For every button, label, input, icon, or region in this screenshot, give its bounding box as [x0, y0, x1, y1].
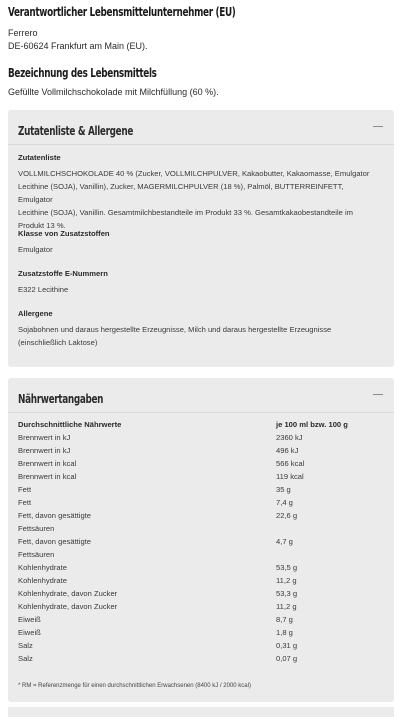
operator-address: DE-60624 Frankfurt am Main (EU).	[8, 41, 148, 51]
nutrient-name: Kohlenhydrate, davon Zucker	[18, 589, 118, 598]
table-row	[18, 626, 348, 639]
table-row	[18, 613, 348, 626]
table-row	[18, 548, 348, 561]
section-label: Zusatzstoffe E-Nummern	[18, 269, 108, 278]
section-label: Zutatenliste	[18, 153, 61, 162]
table-row	[18, 574, 348, 587]
nutrient-value: 2360 kJ	[276, 433, 303, 442]
nutrient-value: 0,07 g	[276, 654, 298, 663]
nutrition-card	[8, 378, 394, 702]
next-card	[8, 707, 394, 717]
nutrient-value	[276, 522, 348, 535]
nutrient-name: Fett	[18, 498, 32, 507]
nutrient-name: Fett, davon gesättigte	[18, 511, 92, 520]
table-row	[18, 652, 348, 665]
table-row	[18, 600, 348, 613]
nutrient-name: Brennwert in kcal	[18, 459, 77, 468]
table-row	[18, 431, 348, 444]
nutrient-name: Brennwert in kcal	[18, 472, 77, 481]
nutrient-name: Fett	[18, 485, 32, 494]
nutrition-card-title: Nährwertangaben	[18, 392, 104, 406]
nutrition-table	[18, 418, 348, 665]
ingredients-card	[8, 110, 394, 367]
table-row	[18, 444, 348, 457]
e-numbers-text: E322 Lecithine	[18, 285, 69, 294]
ingredients-card-title: Zutatenliste & Allergene	[18, 124, 134, 138]
nutrient-name: Fett, davon gesättigte	[18, 537, 92, 546]
designation-text: Gefüllte Vollmilchschokolade mit Milchfüllung (60 %).	[8, 87, 219, 97]
nutrient-name: Eiweiß	[18, 628, 41, 637]
nutrient-name: Kohlenhydrate	[18, 563, 67, 572]
section-label: Allergene	[18, 309, 53, 318]
nutrient-name: Kohlenhydrate	[18, 576, 67, 585]
nutrient-value: 11,2 g	[276, 576, 297, 585]
operator-title: Verantwortlicher Lebensmittelunternehmer (EU)	[8, 5, 236, 19]
table-row	[18, 639, 348, 652]
section-label: Klasse von Zusatzstoffen	[18, 229, 110, 238]
nutrient-value: 53,3 g	[276, 589, 298, 598]
designation-title: Bezeichnung des Lebensmittels	[8, 66, 157, 80]
table-row	[18, 522, 348, 535]
divider	[8, 412, 394, 413]
footnote: * RM = Referenzmenge für einen durchschnittlichen Erwachsenen (8400 kJ / 2000 kcal)	[18, 683, 251, 689]
nutrient-value: 1,8 g	[276, 628, 293, 637]
nutrient-name: Kohlenhydrate, davon Zucker	[18, 602, 118, 611]
nutrient-value: 35 g	[276, 485, 291, 494]
nutrient-name: Brennwert in kJ	[18, 446, 71, 455]
table-row	[18, 535, 348, 548]
table-row	[18, 496, 348, 509]
table-row	[18, 483, 348, 496]
nutrient-value: 8,7 g	[276, 615, 293, 624]
nutrient-name: Salz	[18, 654, 33, 663]
allergens-text: Sojabohnen und daraus hergestellte Erzeugnisse, Milch und daraus hergestellte Erzeugnisse (einschließlich Laktose)	[18, 325, 332, 347]
nutrient-value: 496 kJ	[276, 446, 299, 455]
minus-icon[interactable]	[372, 120, 384, 132]
nutrient-name: Eiweiß	[18, 615, 41, 624]
operator-name: Ferrero	[8, 28, 38, 38]
table-row	[18, 587, 348, 600]
ingredients-text: VOLLMILCHSCHOKOLADE 40 % (Zucker, VOLLMILCHPULVER, Kakaobutter, Kakaomasse, Emulgator Lecithine (SOJA), Vanillin), Zucker, MAGERMILCHPULVER (18 %), Palmöl, BUTTERREINFETT, Emulgator Lecithine (SOJA), Vanillin. Gesamtmilchbestandteile im Produkt 33 %. Gesamtkakaobestandteile im Produkt 13 %.	[18, 169, 370, 230]
nutrient-name: Brennwert in kJ	[18, 433, 71, 442]
nutrient-value: 7,4 g	[276, 498, 293, 507]
table-header-row	[18, 418, 348, 431]
table-row	[18, 509, 348, 522]
nutrient-value: 566 kcal	[276, 459, 305, 468]
table-row	[18, 470, 348, 483]
divider	[8, 144, 394, 145]
nutrient-name: Fettsäuren	[18, 550, 55, 559]
additive-class-text: Emulgator	[18, 245, 53, 254]
column-header: je 100 ml bzw. 100 g	[276, 420, 348, 429]
minus-icon[interactable]	[372, 388, 384, 400]
nutrient-value: 11,2 g	[276, 602, 297, 611]
nutrient-value: 53,5 g	[276, 563, 298, 572]
nutrient-value: 0,31 g	[276, 641, 298, 650]
table-row	[18, 561, 348, 574]
table-row	[18, 457, 348, 470]
nutrient-name: Salz	[18, 641, 33, 650]
nutrient-value	[276, 548, 348, 561]
nutrient-value: 22,6 g	[276, 511, 298, 520]
column-header: Durchschnittliche Nährwerte	[18, 420, 122, 429]
nutrient-name: Fettsäuren	[18, 524, 55, 533]
nutrient-value: 119 kcal	[276, 472, 304, 481]
nutrient-value: 4,7 g	[276, 537, 293, 546]
